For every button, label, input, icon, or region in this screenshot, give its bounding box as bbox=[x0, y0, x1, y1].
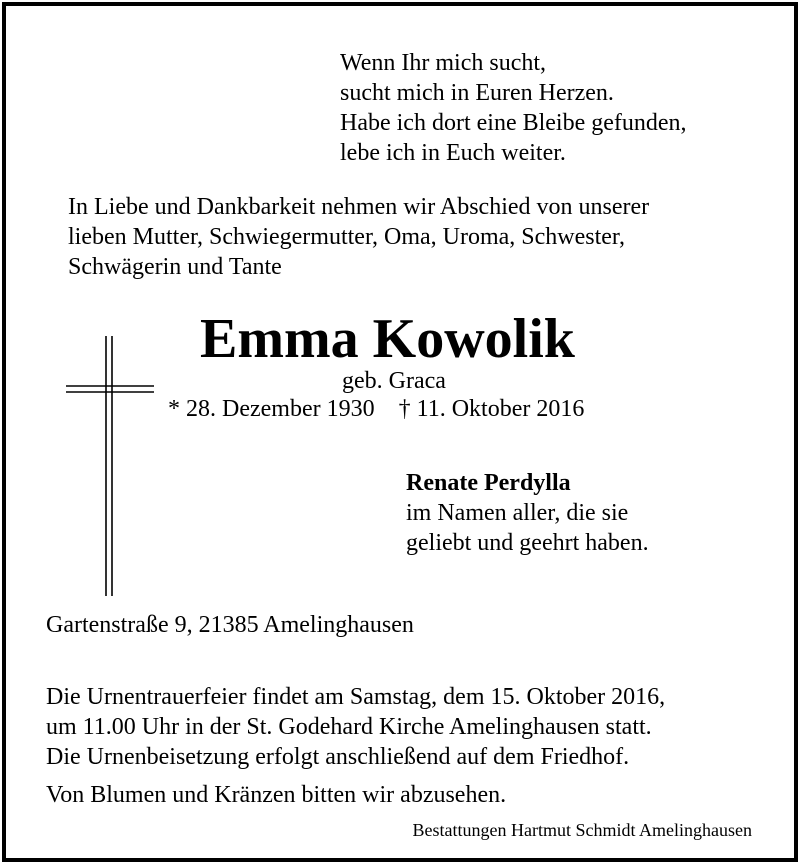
service-info bbox=[46, 682, 665, 772]
life-dates bbox=[168, 394, 584, 424]
deceased-name: Emma Kowolik bbox=[200, 308, 575, 370]
obituary-notice bbox=[2, 2, 798, 862]
intro-text bbox=[68, 192, 649, 282]
maiden-name: geb. Graca bbox=[342, 368, 446, 394]
death-date: † 11. Oktober 2016 bbox=[398, 396, 585, 422]
service-line: um 11.00 Uhr in der St. Godehard Kirche Amelinghausen statt. bbox=[46, 714, 652, 740]
poem-line: lebe ich in Euch weiter. bbox=[340, 140, 566, 166]
mourner-line: geliebt und geehrt haben. bbox=[406, 530, 649, 556]
undertaker: Bestattungen Hartmut Schmidt Amelinghausen bbox=[412, 820, 752, 840]
birth-date: * 28. Dezember 1930 bbox=[168, 396, 375, 422]
flowers-request: Von Blumen und Kränzen bitten wir abzusehen. bbox=[46, 782, 507, 808]
poem-line: sucht mich in Euren Herzen. bbox=[340, 80, 614, 106]
poem-line: Habe ich dort eine Bleibe gefunden, bbox=[340, 110, 687, 136]
poem bbox=[340, 48, 687, 168]
mourner-line: im Namen aller, die sie bbox=[406, 500, 629, 526]
cross-icon bbox=[62, 336, 162, 596]
intro-line: Schwägerin und Tante bbox=[68, 254, 282, 280]
mourner-name: Renate Perdylla bbox=[406, 470, 571, 496]
intro-line: In Liebe und Dankbarkeit nehmen wir Abschied von unserer bbox=[68, 194, 650, 220]
address: Gartenstraße 9, 21385 Amelinghausen bbox=[46, 612, 414, 638]
mourner-signature bbox=[406, 468, 649, 558]
service-line: Die Urnenbeisetzung erfolgt anschließend auf dem Friedhof. bbox=[46, 744, 630, 770]
poem-line: Wenn Ihr mich sucht, bbox=[340, 50, 547, 76]
intro-line: lieben Mutter, Schwiegermutter, Oma, Uroma, Schwester, bbox=[68, 224, 625, 250]
service-line: Die Urnentrauerfeier findet am Samstag, dem 15. Oktober 2016, bbox=[46, 684, 666, 710]
